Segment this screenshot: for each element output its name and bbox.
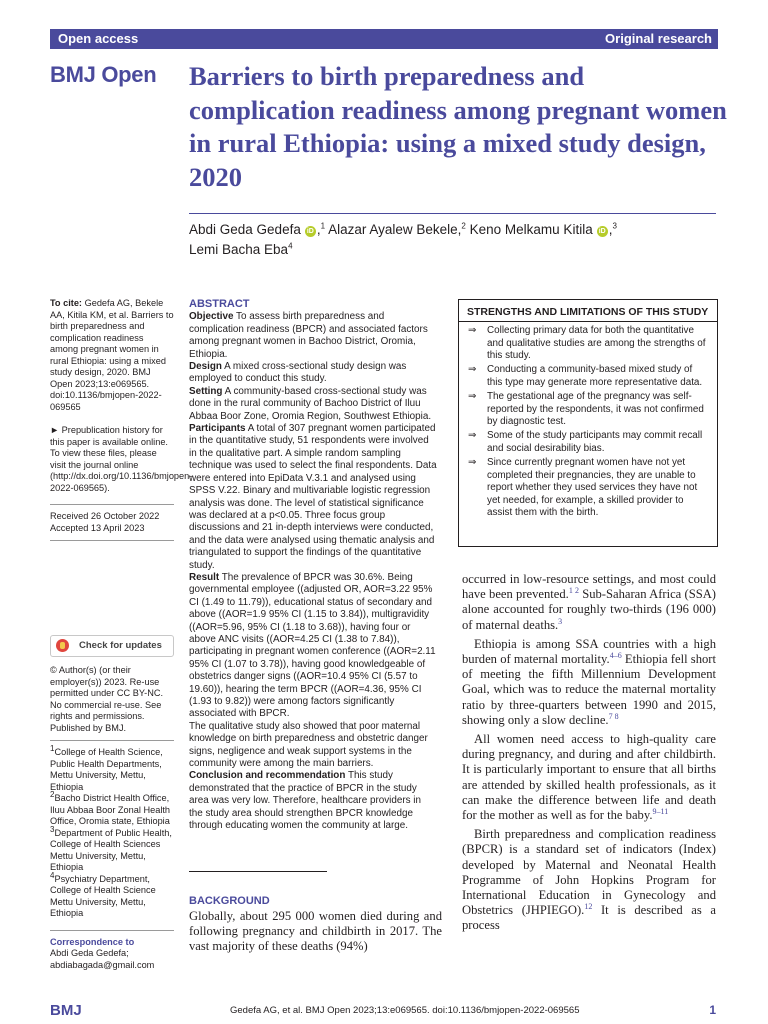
author-4[interactable]: Lemi Bacha Eba	[189, 242, 289, 257]
prepub-note[interactable]: ► Prepublication history for this paper is available online. To view these files, please visit the journal online (http://dx.doi.org/10.1136/bmjopen-2022-069565).	[50, 425, 193, 493]
orcid-icon[interactable]: iD	[306, 228, 314, 235]
article-type-label: Original research	[605, 31, 712, 46]
abstract-conclusion: Conclusion and recommendation This study demonstrated that the practice of BPCR in the study area was very low. Therefore, healthcare providers in the study area should strengthen BPCR knowledge through educating women the community at large.	[189, 770, 421, 832]
title-rule	[189, 213, 716, 214]
top-banner	[50, 29, 718, 49]
list-item: ⇒ Collecting primary data for both the quantitative and qualitative studies are among the strengths of this study.	[468, 325, 706, 362]
author-1[interactable]: Abdi Geda Gedefa	[189, 222, 301, 237]
abstract-result: Result The prevalence of BPCR was 30.6%. Being governmental employee ((adjusted OR, AOR=3.22 95% CI (1.49 to 11.79)), educational status of secondary and above ((AOR=1.9 95% CI (1.15 to 3.84)), multigravidity ((AOR=5.96, 95% CI (1.18 to 3.68)), having four or above ANC visits ((AOR=4.25 CI (1.38 to 7.84)), participating in pregnant women conference ((AOR=2.11 95% CI (1.07 to 3.78)), having good knowledgeable of obstetrics danger signs ((AOR=10.4 95% CI (5.57 to 19.60)), hearing the term BPCR ((AOR=4.36, 95% CI (1.93 to 9.82)) were among factors significantly associated with BPCR.	[189, 571, 436, 720]
list-item: ⇒ Since currently pregnant women have not yet completed their pregnancies, they are unable to report whether they used services they have not yet needed, for example, a skilled provider to assist them with the birth.	[468, 456, 698, 519]
list-item: ⇒ Some of the study participants may commit recall and social desirability bias.	[468, 430, 703, 454]
body-paragraph: Ethiopia is among SSA countries with a high burden of maternal mortality.$^{4-6}$ Ethiopia fell short of meeting the fifth Millennium Development Goal, which was to reduce the maternal mortality ratio by three-quarters between 1990 and 2015, showing only a slow decline.$^{7 8}$	[462, 636, 716, 727]
copyright-note: © Author(s) (or their employer(s)) 2023. Re-use permitted under CC BY-NC. No commercial re-use. See rights and permissions. Published by BMJ.	[50, 665, 164, 733]
orcid-icon[interactable]: iD	[598, 228, 606, 235]
list-item: ⇒ Conducting a community-based mixed study of this type may generate more representative data.	[468, 364, 703, 388]
cite-block: To cite: Gedefa AG, Bekele AA, Kitila KM, et al. Barriers to birth preparedness and complication readiness among pregnant women in rural Ethiopia: using a mixed study design, 2020. BMJ Open 2023;13:e069565. doi:10.1136/bmjopen-2022-069565	[50, 298, 174, 412]
abstract-design: Design A mixed cross-sectional study design was employed to conduct this study.	[189, 361, 407, 385]
abstract-result-qualitative: The qualitative study also showed that poor maternal knowledge on birth preparedness and obstetric danger signs, negligence and weak support systems in the community were among the main barriers.	[189, 720, 428, 770]
page-footer	[50, 1003, 718, 1021]
arrow-icon: ⇒	[468, 430, 477, 442]
page-number: 1	[709, 1003, 716, 1017]
accepted-date: Accepted 13 April 2023	[50, 522, 145, 533]
abstract	[189, 298, 437, 832]
open-access-label: Open access	[58, 31, 139, 46]
correspondence-label: Correspondence to	[50, 936, 135, 947]
abstract-participants: Participants A total of 307 pregnant women participated in the quantitative study, 51 respondents were involved in the qualitative part. A simple random sampling technique was used to select the final respondents. Data were entered into EpiData V.3.1 and analysed using SPSS V.22. Binary and multivariable logistic regression analysis was done. The level of statistical significance was declared at a p<0.05. Three focus group discussions and 21 in-depth interviews were conducted, and the data were analysed using thematic analysis and triangulated to support the findings of the quantitative study.	[189, 423, 437, 571]
affiliation-4: $^4$Psychiatry Department, College of Health Science Mettu University, Mettu, Ethiopia	[50, 870, 156, 918]
received-date: Received 26 October 2022	[50, 511, 160, 521]
arrow-icon: ⇒	[468, 325, 477, 336]
correspondence-name: Abdi Geda Gedefa;	[50, 948, 129, 958]
body-paragraph: occurred in low-resource settings, and most could have been prevented.$^{1 2}$ Sub-Saharan Africa (SSA) alone accounted for roughly two-thirds (196 000) of maternal deaths.$^3$	[462, 572, 716, 632]
author-3[interactable]: Keno Melkamu Kitila	[469, 222, 593, 237]
abstract-setting: Setting A community-based cross-sectional study was done in the rural community of Bachoo District of Iluu Abbaa Boor Zone, Oromia Region, Southwest Ethiopia.	[189, 385, 432, 422]
strengths-list	[459, 322, 717, 520]
check-for-updates-button[interactable]: Check for updates	[50, 635, 174, 657]
arrow-icon: ⇒	[468, 390, 477, 402]
body-paragraph: All women need access to high-quality care during pregnancy, and during and after childbirth. It is particularly important to ensure that all births are attended by skilled health professionals, as it can make the difference between life and death for the mother as well as for the baby.$^{9-11}$	[462, 732, 716, 823]
body-paragraph: Birth preparedness and complication readiness (BPCR) is a standard set of indicators (Index) developed by Maternal and Neonatal Health Programme of John Hopkins Program for International Education in Gynecology and Obstetrics (JHPIEGO).$^{12}$ It is described as a process	[462, 827, 716, 933]
bmj-logo: BMJ	[50, 1002, 82, 1019]
affiliation-2: $^2$Bacho District Health Office, Iluu Abbaa Boor Zonal Health Office, Oromia state, Ethiopia	[50, 789, 171, 826]
abstract-objective: Objective To assess birth preparedness and complication readiness (BPCR) and associated factors among pregnant women in Bachoo District, Oromia, Ethiopia.	[189, 311, 428, 360]
arrow-icon: ⇒	[468, 456, 477, 468]
background-paragraph-1: Globally, about 295 000 women died during and following pregnancy and childbirth in 2017. The vast majority of these deaths (94%)	[189, 909, 442, 954]
affiliation-1: $^1$College of Health Science, Public Health Departments, Mettu University, Mettu, Ethiopia	[50, 743, 163, 792]
arrow-icon: ⇒	[468, 364, 477, 376]
abstract-heading: ABSTRACT	[189, 298, 250, 310]
correspondence-email[interactable]: abdiabagada@gmail.com	[50, 959, 155, 970]
journal-name: BMJ Open	[50, 62, 157, 87]
left-sidebar	[50, 298, 193, 971]
author-list: Abdi Geda Gedefa iD ,$^1$ Alazar Ayalew Bekele,$^2$ Keno Melkamu Kitila iD ,$^3$ Lemi Bacha Eba$^4$	[189, 221, 617, 257]
abstract-end-rule	[189, 871, 327, 872]
background-continued	[462, 572, 716, 934]
strengths-heading: STRENGTHS AND LIMITATIONS OF THIS STUDY	[467, 306, 709, 318]
footer-citation: Gedefa AG, et al. BMJ Open 2023;13:e069565. doi:10.1136/bmjopen-2022-069565	[230, 1005, 580, 1016]
strengths-limitations-box	[458, 299, 718, 547]
list-item: ⇒ The gestational age of the pregnancy was self-reported by the respondents, it was not confirmed by diagnostic test.	[468, 390, 704, 428]
author-2[interactable]: Alazar Ayalew Bekele	[328, 222, 458, 237]
background-heading: BACKGROUND	[189, 895, 270, 907]
article-title: Barriers to birth preparedness and complication readiness among pregnant women in rural Ethiopia: using a mixed study design, 2020	[189, 61, 727, 192]
affiliation-3: $^3$Department of Public Health, College of Health Sciences Mettu University, Mettu, Ethiopia	[50, 824, 172, 872]
